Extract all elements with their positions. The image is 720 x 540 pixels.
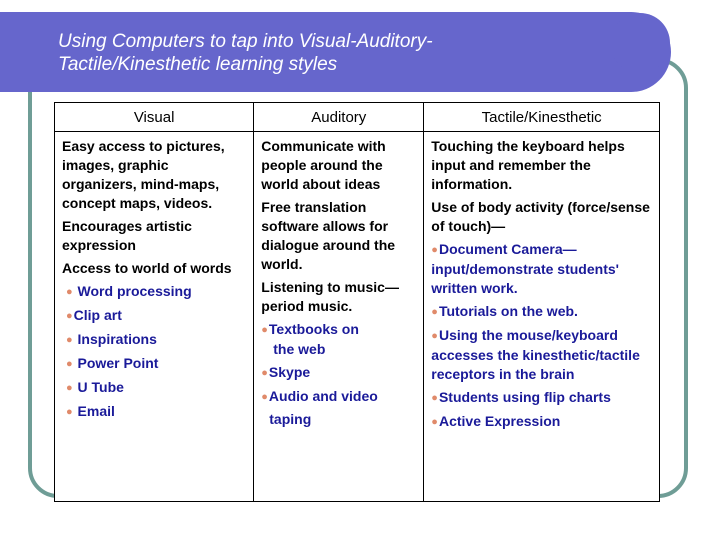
auditory-cell <box>254 132 424 502</box>
bullet-dot-icon: ● <box>66 310 73 322</box>
visual-cell <box>55 132 254 502</box>
visual-text: Access to world of words <box>62 260 232 276</box>
bullet-dot-icon: ● <box>261 367 268 379</box>
slide-title <box>58 30 598 76</box>
auditory-bullet-label: Skype <box>268 364 311 380</box>
bullet-dot-icon: ● <box>431 330 438 342</box>
visual-bullet-label: Email <box>77 403 115 419</box>
tactile-bullet-label: Document Camera—input/demonstrate students' written work. <box>431 241 619 296</box>
visual-text: Encourages artistic expression <box>62 218 192 253</box>
visual-bullet-label: U Tube <box>77 379 124 395</box>
visual-bullet-label: Word processing <box>77 283 192 299</box>
bullet-dot-icon: ● <box>431 306 438 318</box>
visual-bullet-label: Power Point <box>77 355 159 371</box>
visual-bullet <box>62 282 246 302</box>
bullet-dot-icon: ● <box>261 391 268 403</box>
bullet-dot-icon: ● <box>261 324 268 336</box>
visual-bullet <box>62 378 246 398</box>
bullet-dot-icon: ● <box>66 406 73 418</box>
auditory-text: Listening to music—period music. <box>261 279 399 314</box>
visual-bullet-label: Inspirations <box>77 331 157 347</box>
tactile-bullet <box>431 412 652 432</box>
header-tactile: Tactile/Kinesthetic <box>424 103 660 132</box>
auditory-text: Free translation software allows for dialogue around the world. <box>261 199 396 272</box>
tactile-cell <box>424 132 660 502</box>
tactile-bullet <box>431 388 652 408</box>
slide-title-line-1: Using Computers to tap into Visual-Auditory- <box>58 31 433 52</box>
title-banner-tip <box>610 13 670 73</box>
auditory-bullet-label-cont: taping <box>269 411 312 427</box>
bullet-dot-icon: ● <box>431 392 438 404</box>
bullet-dot-icon: ● <box>66 382 73 394</box>
header-auditory: Auditory <box>254 103 424 132</box>
tactile-bullet <box>431 326 652 384</box>
tactile-text: Use of body activity (force/sense of touch)— <box>431 199 650 234</box>
auditory-bullet-label: Textbooks on <box>268 321 359 337</box>
visual-bullet <box>62 354 246 374</box>
bullet-dot-icon: ● <box>66 358 73 370</box>
auditory-bullet <box>261 320 416 359</box>
visual-text: Easy access to pictures, images, graphic organizers, mind-maps, concept maps, videos. <box>62 138 225 211</box>
visual-bullet <box>62 402 246 422</box>
auditory-bullet-label: Audio and video <box>268 388 378 404</box>
auditory-bullet <box>261 363 416 383</box>
visual-bullet <box>62 330 246 350</box>
table-header-row <box>55 103 660 132</box>
visual-bullet-label: Clip art <box>73 307 122 323</box>
tactile-bullet <box>431 302 652 322</box>
bullet-dot-icon: ● <box>66 334 73 346</box>
auditory-text: Communicate with people around the world about ideas <box>261 138 386 192</box>
tactile-bullet <box>431 240 652 298</box>
bullet-dot-icon: ● <box>431 416 438 428</box>
auditory-bullet <box>261 387 416 429</box>
learning-styles-table <box>54 102 660 502</box>
tactile-text: Touching the keyboard helps input and remember the information. <box>431 138 625 192</box>
tactile-bullet-label: Using the mouse/keyboard accesses the kinesthetic/tactile receptors in the brain <box>431 327 640 382</box>
bullet-dot-icon: ● <box>431 244 438 256</box>
tactile-bullet-label: Active Expression <box>438 413 561 429</box>
slide-title-line-2: Tactile/Kinesthetic learning styles <box>58 54 338 75</box>
visual-bullet <box>62 306 246 326</box>
tactile-bullet-label: Tutorials on the web. <box>438 303 578 319</box>
auditory-bullet-label-cont: the web <box>273 341 326 357</box>
bullet-dot-icon: ● <box>66 286 73 298</box>
header-visual: Visual <box>55 103 254 132</box>
tactile-bullet-label: Students using flip charts <box>438 389 611 405</box>
table-body-row <box>55 132 660 502</box>
